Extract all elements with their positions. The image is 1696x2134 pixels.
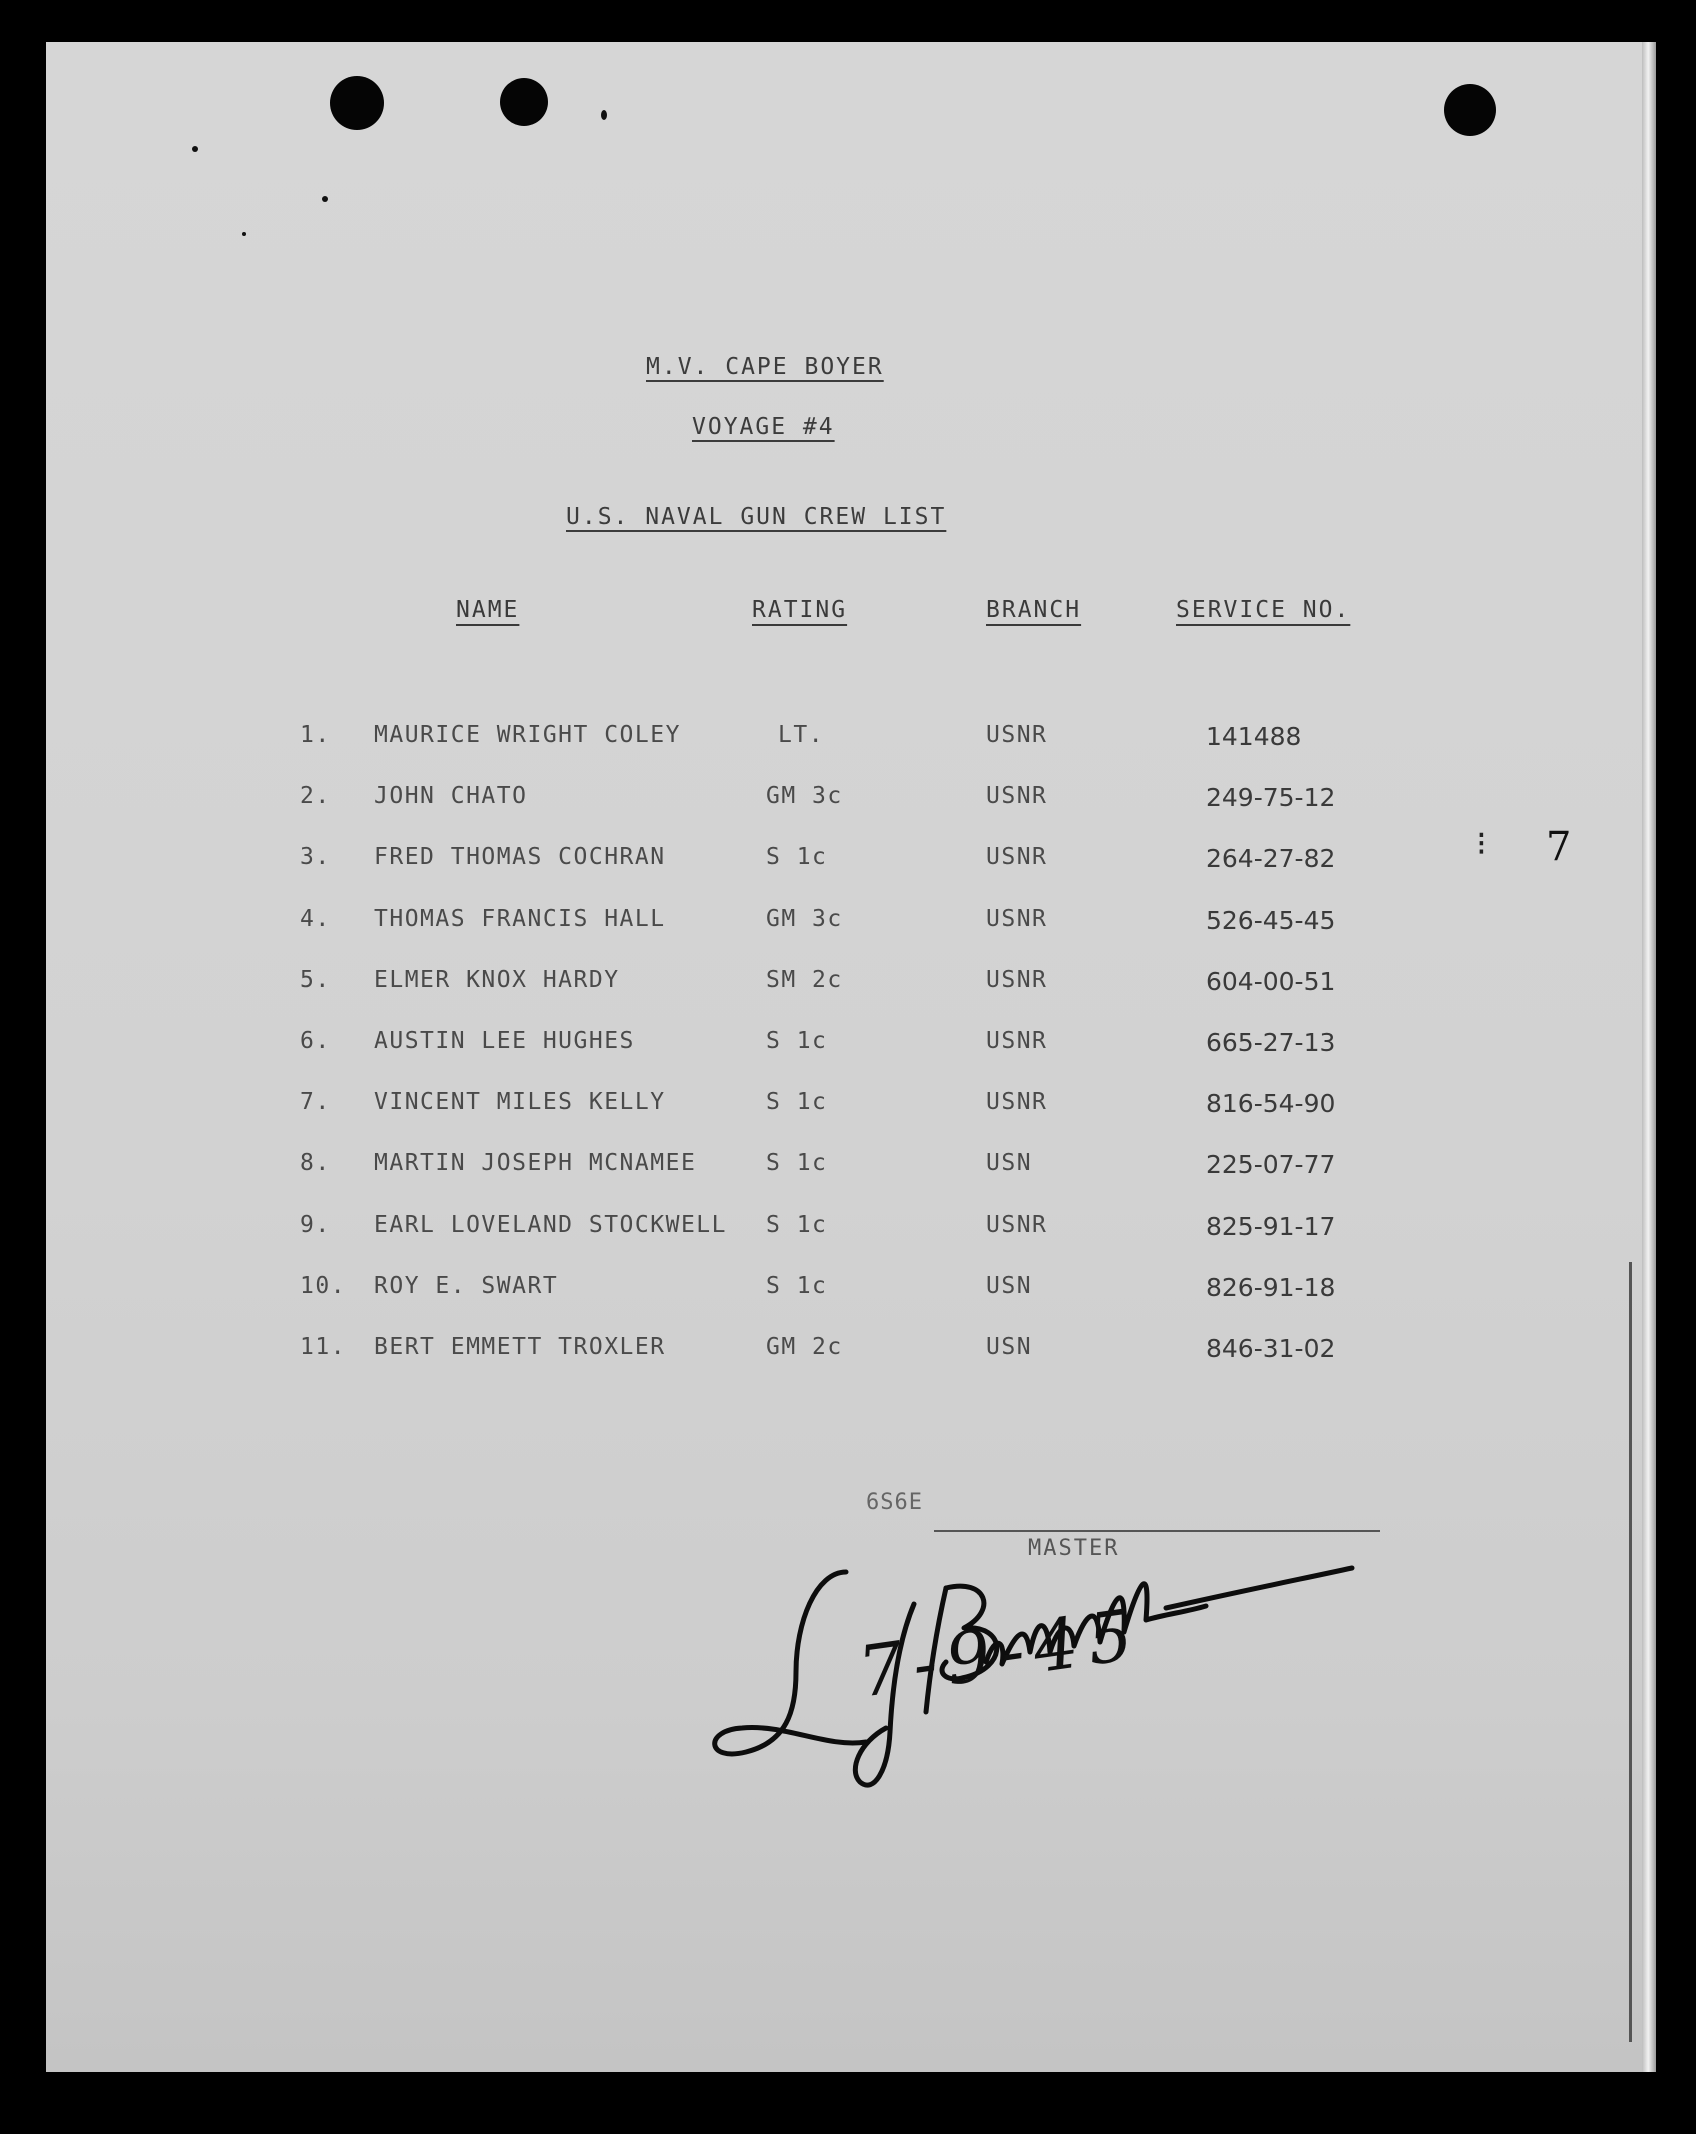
crew-service-number: 826-91-18 (1206, 1272, 1336, 1302)
crew-service-number: 816-54-90 (1206, 1089, 1336, 1119)
row-number: 4. (300, 905, 331, 932)
crew-rating: GM 3c (766, 905, 843, 932)
column-header-rating: RATING (752, 597, 848, 623)
row-number: 5. (300, 966, 331, 993)
table-row (46, 1150, 1656, 1211)
crew-name: VINCENT MILES KELLY (374, 1089, 666, 1116)
row-number: 11. (300, 1333, 347, 1360)
crew-name: ROY E. SWART (374, 1272, 559, 1299)
vessel-name: M.V. CAPE BOYER (646, 354, 884, 380)
crew-rating: SM 2c (766, 966, 843, 993)
column-header-branch: BRANCH (986, 597, 1082, 623)
row-number: 10. (300, 1272, 347, 1299)
margin-tick-mark: ⁝ (1476, 824, 1487, 864)
crew-rating: LT. (778, 722, 825, 748)
row-number: 6. (300, 1027, 331, 1054)
crew-branch: USNR (986, 905, 1048, 932)
crew-branch: USNR (986, 966, 1048, 993)
row-number: 8. (300, 1150, 331, 1177)
punch-hole-right (1444, 84, 1496, 136)
crew-rating: S 1c (766, 1089, 828, 1116)
crew-service-number: 141488 (1206, 722, 1302, 751)
table-row (46, 722, 1656, 783)
crew-name: ELMER KNOX HARDY (374, 966, 620, 993)
punch-hole-middle (500, 78, 548, 126)
signature-date: 7-9-45 (853, 1592, 1148, 1714)
crew-name: JOHN CHATO (374, 783, 528, 810)
table-row (46, 783, 1656, 844)
crew-service-number: 264-27-82 (1206, 844, 1336, 874)
margin-note: 7 (1546, 824, 1572, 870)
row-number: 3. (300, 844, 331, 871)
crew-name: THOMAS FRANCIS HALL (374, 905, 666, 932)
crew-rating: S 1c (766, 1211, 828, 1238)
speck (192, 146, 198, 152)
crew-service-number: 604-00-51 (1206, 966, 1336, 996)
signature-stamp: 6S6E (866, 1490, 923, 1515)
list-title: U.S. NAVAL GUN CREW LIST (566, 504, 947, 530)
table-row (46, 1028, 1656, 1089)
row-number: 1. (300, 722, 331, 748)
speck (322, 196, 328, 202)
crew-service-number: 526-45-45 (1206, 905, 1336, 935)
row-number: 9. (300, 1211, 331, 1238)
crew-service-number: 225-07-77 (1206, 1150, 1336, 1180)
table-row (46, 1273, 1656, 1334)
table-row (46, 1212, 1656, 1273)
crew-branch: USNR (986, 1089, 1048, 1116)
crew-branch: USN (986, 1272, 1033, 1299)
crew-branch: USNR (986, 722, 1048, 748)
crew-branch: USN (986, 1150, 1033, 1177)
crew-branch: USNR (986, 1027, 1048, 1054)
crew-list (46, 722, 1656, 1395)
crew-rating: S 1c (766, 1150, 828, 1177)
row-number: 2. (300, 783, 331, 810)
crew-branch: USNR (986, 844, 1048, 871)
crew-rating: S 1c (766, 844, 828, 871)
crew-branch: USNR (986, 783, 1048, 810)
crew-rating: S 1c (766, 1027, 828, 1054)
crew-name: FRED THOMAS COCHRAN (374, 844, 666, 871)
table-row (46, 1089, 1656, 1150)
voyage-number: VOYAGE #4 (692, 414, 835, 440)
table-row (46, 1334, 1656, 1395)
table-row (46, 906, 1656, 967)
speck (242, 232, 246, 236)
crew-service-number: 846-31-02 (1206, 1333, 1336, 1363)
column-header-name: NAME (456, 597, 520, 623)
punch-hole-left (330, 76, 384, 130)
crew-service-number: 665-27-13 (1206, 1027, 1336, 1057)
crew-branch: USNR (986, 1211, 1048, 1238)
crew-service-number: 825-91-17 (1206, 1211, 1336, 1241)
crew-name: BERT EMMETT TROXLER (374, 1333, 666, 1360)
crew-rating: S 1c (766, 1272, 828, 1299)
crew-rating: GM 3c (766, 783, 843, 810)
document-page (46, 42, 1656, 2072)
crew-name: EARL LOVELAND STOCKWELL (374, 1211, 727, 1238)
signature-label: MASTER (1028, 1536, 1120, 1561)
crew-branch: USN (986, 1333, 1033, 1360)
table-row (46, 967, 1656, 1028)
table-row (46, 844, 1656, 905)
speck (601, 110, 607, 120)
crew-rating: GM 2c (766, 1333, 843, 1360)
row-number: 7. (300, 1089, 331, 1116)
crew-service-number: 249-75-12 (1206, 783, 1336, 813)
crew-name: AUSTIN LEE HUGHES (374, 1027, 635, 1054)
crew-name: MAURICE WRIGHT COLEY (374, 722, 681, 748)
column-header-service: SERVICE NO. (1176, 597, 1351, 623)
crew-name: MARTIN JOSEPH MCNAMEE (374, 1150, 697, 1177)
